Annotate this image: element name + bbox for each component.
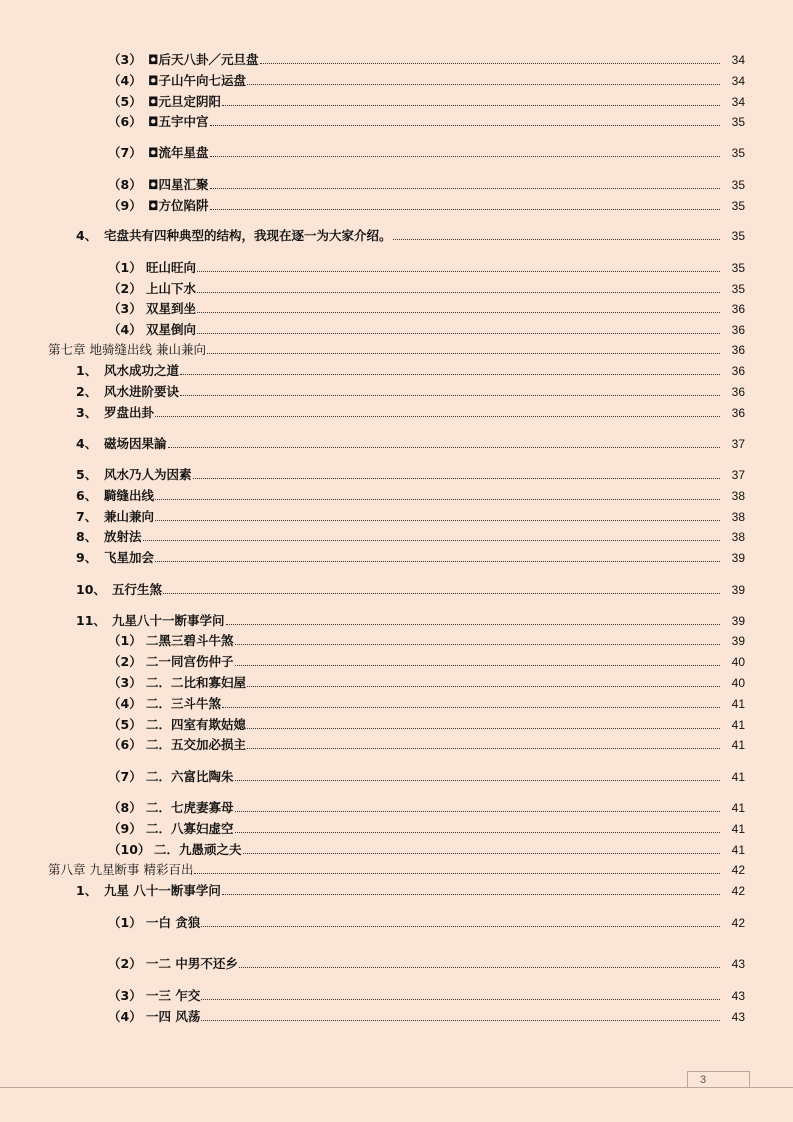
dot-leader <box>143 539 720 541</box>
dot-leader <box>226 623 720 625</box>
entry-title: 一二 中男不还乡 <box>146 956 238 971</box>
entry-title: ◘四星汇聚 <box>148 177 209 192</box>
entry-title: ◘流年星盘 <box>148 145 209 160</box>
toc-entry[interactable] <box>0 71 793 89</box>
entry-title: 风水乃人为因素 <box>104 467 192 482</box>
entry-title: 宅盘共有四种典型的结构，我现在逐一为大家介绍。 <box>104 228 392 243</box>
entry-page: 36 <box>731 385 745 399</box>
entry-number: （5） <box>108 94 142 109</box>
entry-page: 34 <box>731 53 745 67</box>
entry-page: 42 <box>731 863 745 877</box>
entry-page: 42 <box>731 884 745 898</box>
entry-number: （4） <box>108 73 142 88</box>
toc-entry[interactable] <box>0 92 793 110</box>
dot-leader <box>222 104 720 106</box>
toc-entry[interactable] <box>0 299 793 317</box>
entry-page: 38 <box>731 489 745 503</box>
entry-number: （4） <box>108 696 142 711</box>
toc-entry[interactable] <box>0 434 793 452</box>
dot-leader <box>260 62 720 64</box>
entry-number: （9） <box>108 198 142 213</box>
entry-number: （4） <box>108 1009 142 1024</box>
footer-divider <box>0 1087 793 1088</box>
entry-number: （8） <box>108 177 142 192</box>
entry-title: 二一同宫伤仲子 <box>146 654 234 669</box>
entry-page: 40 <box>731 655 745 669</box>
toc-entry[interactable] <box>0 881 793 899</box>
toc-entry[interactable] <box>0 673 793 691</box>
toc-entry[interactable] <box>0 361 793 379</box>
entry-number: （3） <box>108 988 142 1003</box>
entry-title: 二．二比和寡妇屋 <box>146 675 247 690</box>
entry-title: 双星到坐 <box>146 301 197 316</box>
entry-title: 五行生煞 <box>112 582 163 597</box>
entry-page: 41 <box>731 697 745 711</box>
entry-number: 3、 <box>76 405 98 420</box>
entry-title: 飞星加会 <box>104 550 155 565</box>
entry-title: ◘子山午向七运盘 <box>148 73 247 88</box>
entry-page: 37 <box>731 437 745 451</box>
entry-page: 36 <box>731 406 745 420</box>
entry-title: 风水进阶要诀 <box>104 384 180 399</box>
entry-page: 40 <box>731 676 745 690</box>
dot-leader <box>243 852 720 854</box>
entry-number: 1、 <box>76 883 98 898</box>
toc-entry[interactable] <box>0 279 793 297</box>
entry-title: 一三 乍交 <box>146 988 201 1003</box>
entry-number: （2） <box>108 956 142 971</box>
entry-number: （7） <box>108 145 142 160</box>
entry-page: 43 <box>731 1010 745 1024</box>
entry-page: 41 <box>731 843 745 857</box>
entry-page: 43 <box>731 989 745 1003</box>
entry-title: 二．七虎妻寡母 <box>146 800 234 815</box>
entry-number: 2、 <box>76 384 98 399</box>
toc-entry[interactable] <box>0 175 793 193</box>
dot-leader <box>168 446 720 448</box>
entry-title: 一四 风荡 <box>146 1009 201 1024</box>
entry-title: 二．九愚顽之夫 <box>154 842 242 857</box>
dot-leader <box>201 1019 720 1021</box>
toc-entry[interactable] <box>0 486 793 504</box>
entry-title: 兼山兼向 <box>104 509 155 524</box>
entry-title: 二．六富比陶朱 <box>146 769 234 784</box>
entry-title: 二．五交加必损主 <box>146 737 247 752</box>
entry-page: 41 <box>731 822 745 836</box>
entry-page: 37 <box>731 468 745 482</box>
toc-entry[interactable] <box>0 715 793 733</box>
dot-leader <box>235 810 720 812</box>
toc-entry[interactable] <box>0 652 793 670</box>
toc-entry[interactable] <box>0 112 793 130</box>
entry-page: 35 <box>731 282 745 296</box>
toc-entry[interactable] <box>0 527 793 545</box>
entry-number: （5） <box>108 717 142 732</box>
dot-leader <box>155 560 720 562</box>
entry-number: 9、 <box>76 550 98 565</box>
entry-page: 35 <box>731 178 745 192</box>
entry-title: ◘方位陷阱 <box>148 198 209 213</box>
dot-leader <box>235 831 720 833</box>
entry-number: （1） <box>108 915 142 930</box>
toc-entry[interactable] <box>0 986 793 1004</box>
entry-page: 35 <box>731 199 745 213</box>
entry-title: 磁场因果論 <box>104 436 167 451</box>
toc-entry[interactable] <box>0 196 793 214</box>
dot-leader <box>247 685 720 687</box>
dot-leader <box>235 643 720 645</box>
entry-number: （10） <box>108 842 151 857</box>
entry-page: 35 <box>731 146 745 160</box>
entry-number: （3） <box>108 301 142 316</box>
toc-entry[interactable] <box>0 631 793 649</box>
entry-page: 41 <box>731 770 745 784</box>
entry-number: 7、 <box>76 509 98 524</box>
toc-entry[interactable] <box>0 767 793 785</box>
dot-leader <box>210 187 720 189</box>
toc-entry[interactable] <box>0 226 793 244</box>
entry-number: （8） <box>108 800 142 815</box>
toc-entry[interactable] <box>0 258 793 276</box>
dot-leader <box>163 592 720 594</box>
entry-number: 11、 <box>76 613 106 628</box>
toc-entry[interactable] <box>0 798 793 816</box>
entry-page: 38 <box>731 510 745 524</box>
toc-entry[interactable] <box>0 403 793 421</box>
dot-leader <box>155 415 720 417</box>
entry-title: 旺山旺向 <box>146 260 197 275</box>
entry-number: （9） <box>108 821 142 836</box>
entry-page: 36 <box>731 364 745 378</box>
entry-number: （4） <box>108 322 142 337</box>
entry-title: ◘五宇中宫 <box>148 114 209 129</box>
dot-leader <box>210 155 720 157</box>
dot-leader <box>239 966 720 968</box>
entry-title: 二．三斗牛煞 <box>146 696 222 711</box>
entry-title: 上山下水 <box>146 281 197 296</box>
toc-entry[interactable] <box>0 819 793 837</box>
toc-entry[interactable] <box>0 580 793 598</box>
dot-leader <box>197 311 720 313</box>
dot-leader <box>201 925 720 927</box>
entry-number: （2） <box>108 281 142 296</box>
entry-title: 一白 贪狼 <box>146 915 201 930</box>
dot-leader <box>155 498 720 500</box>
entry-page: 34 <box>731 74 745 88</box>
entry-number: 10、 <box>76 582 106 597</box>
dot-leader <box>180 373 720 375</box>
entry-title: 二．四室有欺姑媳 <box>146 717 247 732</box>
entry-number: 4、 <box>76 228 98 243</box>
entry-title: 罗盘出卦 <box>104 405 155 420</box>
dot-leader <box>201 998 720 1000</box>
entry-number: 6、 <box>76 488 98 503</box>
toc-chapter[interactable] <box>0 860 793 878</box>
entry-page: 36 <box>731 323 745 337</box>
entry-page: 42 <box>731 916 745 930</box>
entry-title: ◘元旦定阴阳 <box>148 94 222 109</box>
toc-entry[interactable] <box>0 611 793 629</box>
entry-number: （6） <box>108 114 142 129</box>
entry-page: 39 <box>731 551 745 565</box>
dot-leader <box>210 124 720 126</box>
dot-leader <box>393 238 720 240</box>
dot-leader <box>193 477 720 479</box>
toc-entry[interactable] <box>0 1007 793 1025</box>
entry-page: 36 <box>731 343 745 357</box>
entry-page: 43 <box>731 957 745 971</box>
toc-entry[interactable] <box>0 143 793 161</box>
dot-leader <box>197 332 720 334</box>
toc-entry[interactable] <box>0 507 793 525</box>
entry-title: 双星倒向 <box>146 322 197 337</box>
toc-entry[interactable] <box>0 548 793 566</box>
entry-page: 35 <box>731 229 745 243</box>
toc-entry[interactable] <box>0 320 793 338</box>
entry-number: （3） <box>108 52 142 67</box>
entry-title: 二黑三碧斗牛煞 <box>146 633 234 648</box>
entry-number: （6） <box>108 737 142 752</box>
toc-entry[interactable] <box>0 382 793 400</box>
dot-leader <box>222 706 720 708</box>
toc-entry[interactable] <box>0 954 793 972</box>
entry-page: 41 <box>731 738 745 752</box>
dot-leader <box>247 727 720 729</box>
toc-entry[interactable] <box>0 735 793 753</box>
toc-entry[interactable] <box>0 694 793 712</box>
entry-title: 风水成功之道 <box>104 363 180 378</box>
toc-chapter[interactable] <box>0 340 793 358</box>
chapter-title: 第七章 地骑缝出线 兼山兼向 <box>48 342 206 357</box>
toc-entry[interactable] <box>0 50 793 68</box>
dot-leader <box>155 519 720 521</box>
entry-title: 二．八寡妇虚空 <box>146 821 234 836</box>
toc-entry[interactable] <box>0 840 793 858</box>
entry-page: 35 <box>731 261 745 275</box>
entry-number: （1） <box>108 633 142 648</box>
entry-number: 8、 <box>76 529 98 544</box>
dot-leader <box>180 394 720 396</box>
chapter-title: 第八章 九星断事 精彩百出 <box>48 862 194 877</box>
entry-title: 放射法 <box>104 529 142 544</box>
toc-entry[interactable] <box>0 913 793 931</box>
entry-number: （2） <box>108 654 142 669</box>
dot-leader <box>210 208 720 210</box>
entry-title: ◘后天八卦／元旦盘 <box>148 52 259 67</box>
dot-leader <box>247 747 720 749</box>
entry-number: （3） <box>108 675 142 690</box>
entry-title: 九星 八十一断事学问 <box>104 883 221 898</box>
dot-leader <box>194 872 720 874</box>
dot-leader <box>222 893 720 895</box>
entry-page: 41 <box>731 801 745 815</box>
dot-leader <box>197 291 720 293</box>
entry-page: 36 <box>731 302 745 316</box>
dot-leader <box>235 779 720 781</box>
entry-page: 39 <box>731 614 745 628</box>
entry-number: 4、 <box>76 436 98 451</box>
entry-page: 34 <box>731 95 745 109</box>
entry-number: 1、 <box>76 363 98 378</box>
entry-page: 38 <box>731 530 745 544</box>
dot-leader <box>247 83 720 85</box>
dot-leader <box>207 352 720 354</box>
toc-entry[interactable] <box>0 465 793 483</box>
entry-title: 騎缝出线 <box>104 488 155 503</box>
entry-title: 九星八十一断事学问 <box>112 613 225 628</box>
page-number: 3 <box>687 1071 750 1087</box>
entry-number: （1） <box>108 260 142 275</box>
entry-number: 5、 <box>76 467 98 482</box>
entry-page: 41 <box>731 718 745 732</box>
entry-page: 39 <box>731 634 745 648</box>
entry-page: 39 <box>731 583 745 597</box>
entry-page: 35 <box>731 115 745 129</box>
dot-leader <box>197 270 720 272</box>
dot-leader <box>235 664 720 666</box>
entry-number: （7） <box>108 769 142 784</box>
